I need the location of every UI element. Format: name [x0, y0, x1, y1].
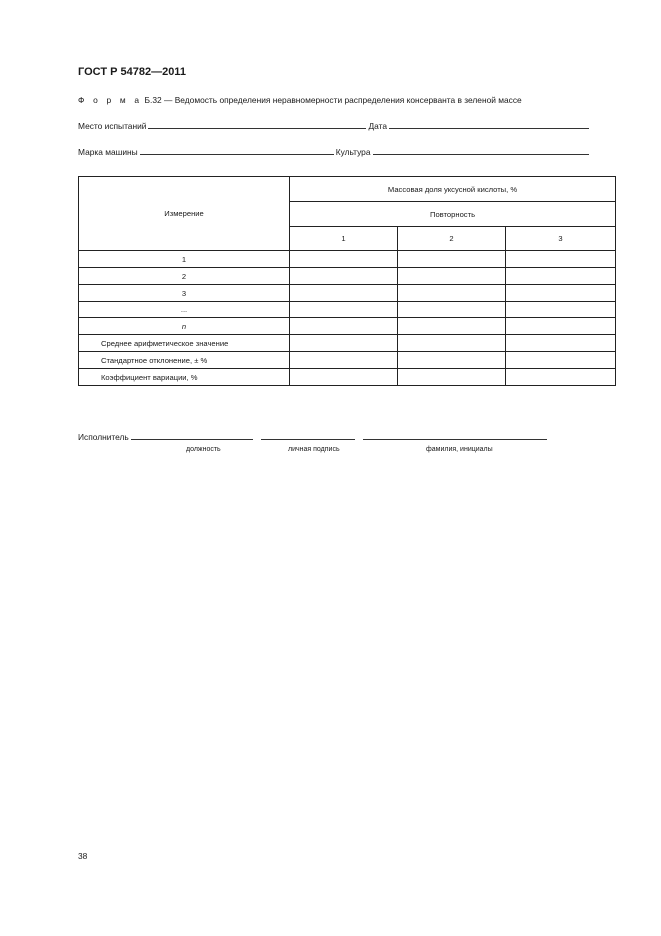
cell[interactable]: [506, 335, 616, 352]
repeat-header: Повторность: [290, 202, 616, 227]
culture-label: Культура: [335, 147, 371, 157]
cell[interactable]: [506, 285, 616, 302]
cell[interactable]: [506, 268, 616, 285]
row-label: 3: [79, 285, 290, 302]
place-date-row: [78, 120, 591, 131]
cell[interactable]: [398, 302, 506, 318]
row-label: Коэффициент вариации, %: [79, 369, 290, 386]
cell[interactable]: [290, 335, 398, 352]
cell[interactable]: [290, 302, 398, 318]
position-caption: должность: [186, 446, 221, 453]
executor-label: Исполнитель: [78, 432, 129, 442]
row-label: n: [79, 318, 290, 335]
page-number: 38: [78, 851, 88, 861]
date-label: Дата: [368, 121, 387, 131]
cell[interactable]: [290, 369, 398, 386]
cell[interactable]: [290, 352, 398, 369]
row-label: Стандартное отклонение, ± %: [79, 352, 290, 369]
machine-culture-row: [78, 146, 591, 157]
cell[interactable]: [290, 285, 398, 302]
cell[interactable]: [398, 268, 506, 285]
culture-blank: [373, 146, 589, 155]
name-caption: фамилия, инициалы: [426, 446, 493, 453]
document-title: ГОСТ Р 54782—2011: [78, 66, 186, 78]
row-label: Среднее арифметическое значение: [79, 335, 290, 352]
cell[interactable]: [506, 369, 616, 386]
cell[interactable]: [398, 285, 506, 302]
row-label: ...: [79, 302, 290, 318]
position-blank: [131, 431, 253, 440]
cell[interactable]: [506, 352, 616, 369]
name-blank: [363, 431, 547, 440]
cell[interactable]: [290, 268, 398, 285]
repeat-col-1: 1: [290, 227, 398, 251]
cell[interactable]: [290, 318, 398, 335]
signature-blank: [261, 431, 355, 440]
row-label: 2: [79, 268, 290, 285]
cell[interactable]: [398, 369, 506, 386]
machine-label: Марка машины: [78, 147, 138, 157]
machine-blank: [140, 146, 334, 155]
date-blank: [389, 120, 589, 129]
form-prefix: Ф о р м а: [78, 95, 143, 105]
repeat-col-3: 3: [506, 227, 616, 251]
signature-caption: личная подпись: [288, 446, 340, 453]
row-label: 1: [79, 251, 290, 268]
place-label: Место испытаний: [78, 121, 147, 131]
cell[interactable]: [506, 251, 616, 268]
group-header: Массовая доля уксусной кислоты, %: [290, 177, 616, 202]
cell[interactable]: [398, 335, 506, 352]
form-caption-text: Б.32 — Ведомость определения неравномерности распределения консерванта в зеленой массе: [144, 95, 522, 105]
signature-row: [78, 431, 549, 442]
cell[interactable]: [398, 318, 506, 335]
cell[interactable]: [506, 318, 616, 335]
measurement-header: Измерение: [79, 177, 290, 251]
form-caption: [78, 95, 522, 105]
cell[interactable]: [398, 352, 506, 369]
cell[interactable]: [290, 251, 398, 268]
repeat-col-2: 2: [398, 227, 506, 251]
measurement-table: [78, 176, 616, 386]
cell[interactable]: [506, 302, 616, 318]
cell[interactable]: [398, 251, 506, 268]
place-blank: [148, 120, 366, 129]
